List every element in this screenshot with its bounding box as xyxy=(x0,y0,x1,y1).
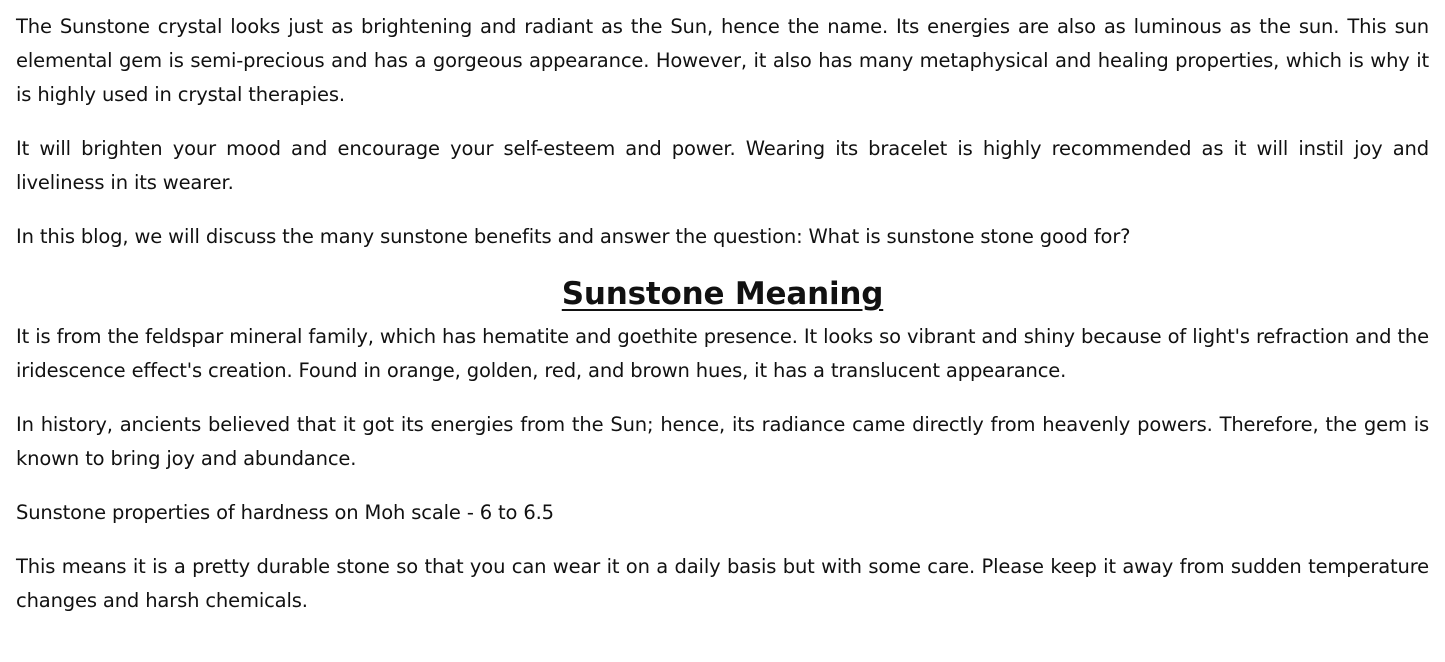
section-paragraph: In history, ancients believed that it got its energies from the Sun; hence, its radiance came directly from heavenly powers. Therefore, the gem is known to bring joy and abundance. xyxy=(16,413,1429,470)
intro-paragraph: The Sunstone crystal looks just as brightening and radiant as the Sun, hence the name. Its energies are also as luminous as the sun. This sun elemental gem is semi-precious and has a gorgeous appearance. However, it also has many metaphysical and healing properties, which is why it is highly used in crystal therapies. xyxy=(16,15,1429,106)
section-heading-text: Sunstone Meaning xyxy=(561,276,884,312)
intro-paragraph: In this blog, we will discuss the many sunstone benefits and answer the question: What is sunstone stone good for? xyxy=(16,225,1131,248)
intro-paragraph: It will brighten your mood and encourage your self-esteem and power. Wearing its bracelet is highly recommended as it will instil joy and liveliness in its wearer. xyxy=(16,137,1429,194)
section-paragraph: Sunstone properties of hardness on Moh scale - 6 to 6.5 xyxy=(16,501,554,524)
section-heading xyxy=(16,274,1429,314)
section-paragraph: This means it is a pretty durable stone so that you can wear it on a daily basis but with some care. Please keep it away from sudden temperature changes and harsh chemicals. xyxy=(16,555,1429,612)
section-paragraph: It is from the feldspar mineral family, which has hematite and goethite presence. It looks so vibrant and shiny because of light's refraction and the iridescence effect's creation. Found in orange, golden, red, and brown hues, it has a translucent appearance. xyxy=(16,325,1429,382)
